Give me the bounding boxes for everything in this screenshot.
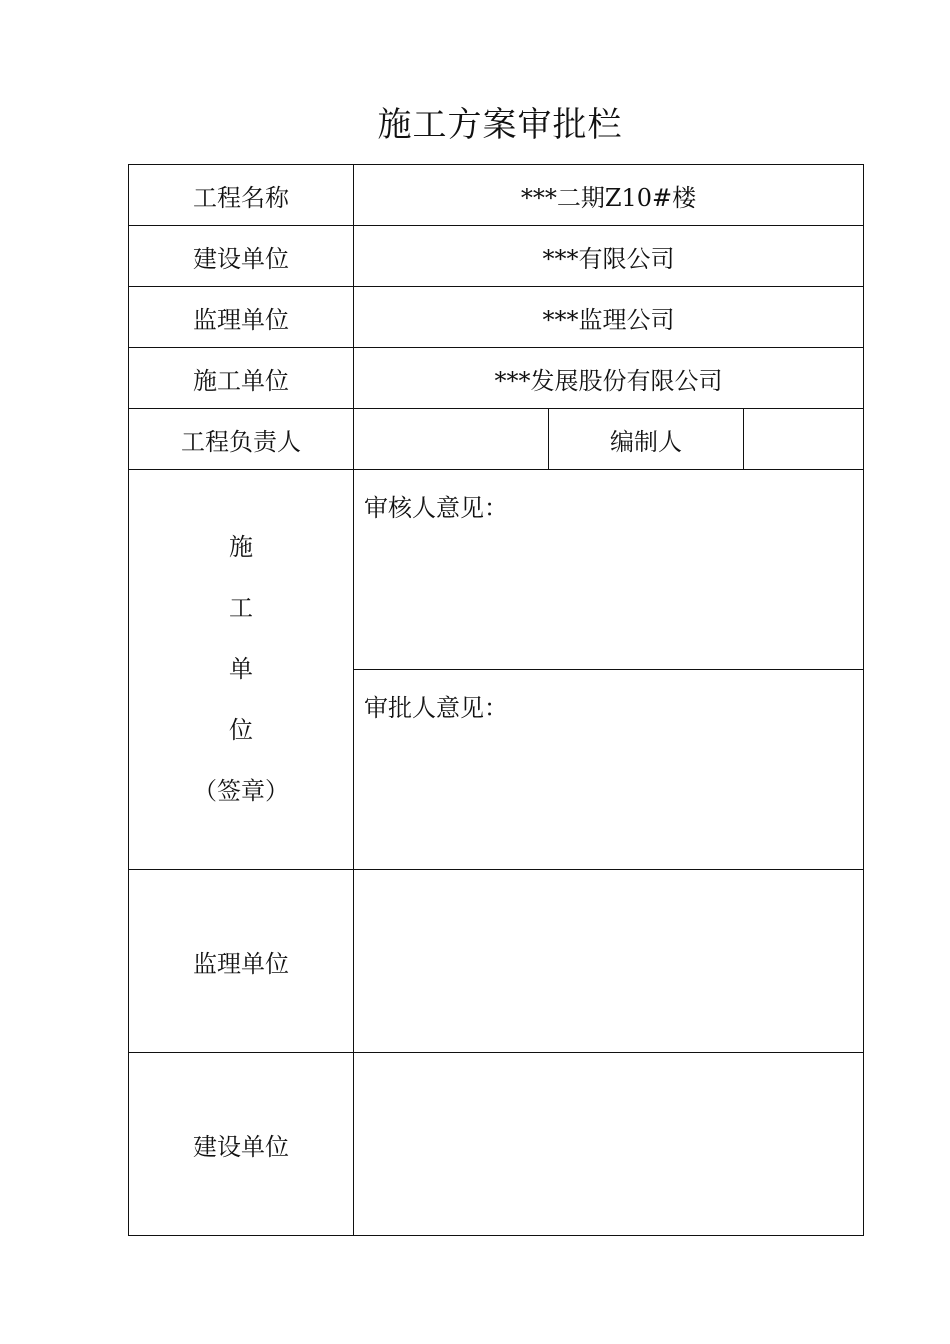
- editor-label: 编制人: [549, 409, 744, 470]
- project-name-value[interactable]: ***二期Z10#楼: [354, 165, 864, 226]
- developer-label: 建设单位: [129, 226, 354, 287]
- approver-opinion-label: 审批人意见：: [364, 694, 508, 722]
- sign-char-4: 位: [229, 716, 253, 744]
- supervisor-label: 监理单位: [129, 287, 354, 348]
- reviewer-opinion-label: 审核人意见：: [364, 494, 508, 522]
- supervisor-sign-label: 监理单位: [129, 870, 354, 1053]
- sign-seal-note: （签章）: [193, 777, 289, 805]
- table-row-reviewer: [129, 470, 864, 670]
- supervisor-value[interactable]: ***监理公司: [354, 287, 864, 348]
- sign-char-2: 工: [229, 594, 253, 622]
- editor-value-cell[interactable]: [744, 409, 864, 470]
- table-row-developer-sign: [129, 1053, 864, 1236]
- table-row-contractor: [129, 348, 864, 409]
- reviewer-opinion-cell[interactable]: [354, 470, 864, 670]
- approval-table: [128, 164, 864, 1236]
- supervisor-sign-cell[interactable]: [354, 870, 864, 1053]
- developer-sign-label: 建设单位: [129, 1053, 354, 1236]
- sign-char-1: 施: [229, 533, 253, 561]
- developer-sign-cell[interactable]: [354, 1053, 864, 1236]
- page-title: 施工方案审批栏: [377, 105, 623, 145]
- table-row-project-name: [129, 165, 864, 226]
- approver-opinion-cell[interactable]: [354, 670, 864, 870]
- table-row-developer: [129, 226, 864, 287]
- table-row-manager: [129, 409, 864, 470]
- contractor-sign-label: [129, 470, 354, 870]
- contractor-value[interactable]: ***发展股份有限公司: [354, 348, 864, 409]
- project-name-label: 工程名称: [129, 165, 354, 226]
- manager-label: 工程负责人: [129, 409, 354, 470]
- developer-value[interactable]: ***有限公司: [354, 226, 864, 287]
- table-row-supervisor: [129, 287, 864, 348]
- table-row-supervisor-sign: [129, 870, 864, 1053]
- contractor-label: 施工单位: [129, 348, 354, 409]
- sign-char-3: 单: [229, 655, 253, 683]
- manager-value-cell[interactable]: [354, 409, 549, 470]
